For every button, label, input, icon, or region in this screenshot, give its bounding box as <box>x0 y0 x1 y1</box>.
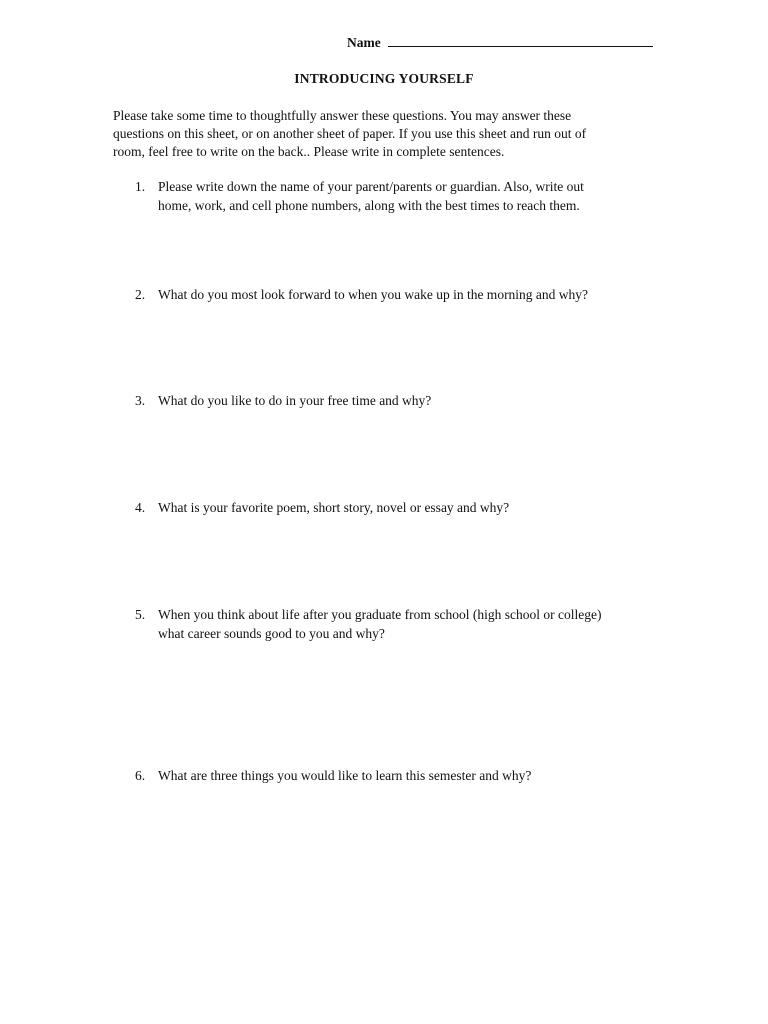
question-line: What do you like to do in your free time and why? <box>158 393 432 408</box>
instructions-paragraph <box>113 107 653 161</box>
question-line: What is your favorite poem, short story, novel or essay and why? <box>158 500 510 515</box>
page-title-text: INTRODUCING YOURSELF <box>294 71 474 86</box>
question-number: 4. <box>135 500 146 515</box>
name-field <box>347 34 653 51</box>
question-number: 2. <box>135 287 146 302</box>
question-text <box>158 391 678 410</box>
name-label: Name <box>347 35 381 50</box>
question-text <box>158 766 678 785</box>
question-line: Please write down the name of your parent/parents or guardian. Also, write out <box>158 179 584 194</box>
question-line: When you think about life after you graduate from school (high school or college) <box>158 607 602 622</box>
question-number: 6. <box>135 768 146 783</box>
question-text <box>158 605 678 643</box>
instructions-line: room, feel free to write on the back.. Please write in complete sentences. <box>113 144 505 159</box>
question-line: home, work, and cell phone numbers, along with the best times to reach them. <box>158 198 580 213</box>
name-blank-line[interactable] <box>388 34 653 47</box>
instructions-line: questions on this sheet, or on another sheet of paper. If you use this sheet and run out of <box>113 126 587 141</box>
instructions-line: Please take some time to thoughtfully answer these questions. You may answer these <box>113 108 572 123</box>
question-text <box>158 498 678 517</box>
question-line: What do you most look forward to when you wake up in the morning and why? <box>158 287 589 302</box>
question-number: 1. <box>135 179 146 194</box>
question-number: 3. <box>135 393 146 408</box>
question-line: What are three things you would like to learn this semester and why? <box>158 768 532 783</box>
question-text <box>158 285 678 304</box>
question-line: what career sounds good to you and why? <box>158 626 385 641</box>
question-number: 5. <box>135 607 146 622</box>
page-title <box>0 71 768 87</box>
question-text <box>158 177 678 215</box>
